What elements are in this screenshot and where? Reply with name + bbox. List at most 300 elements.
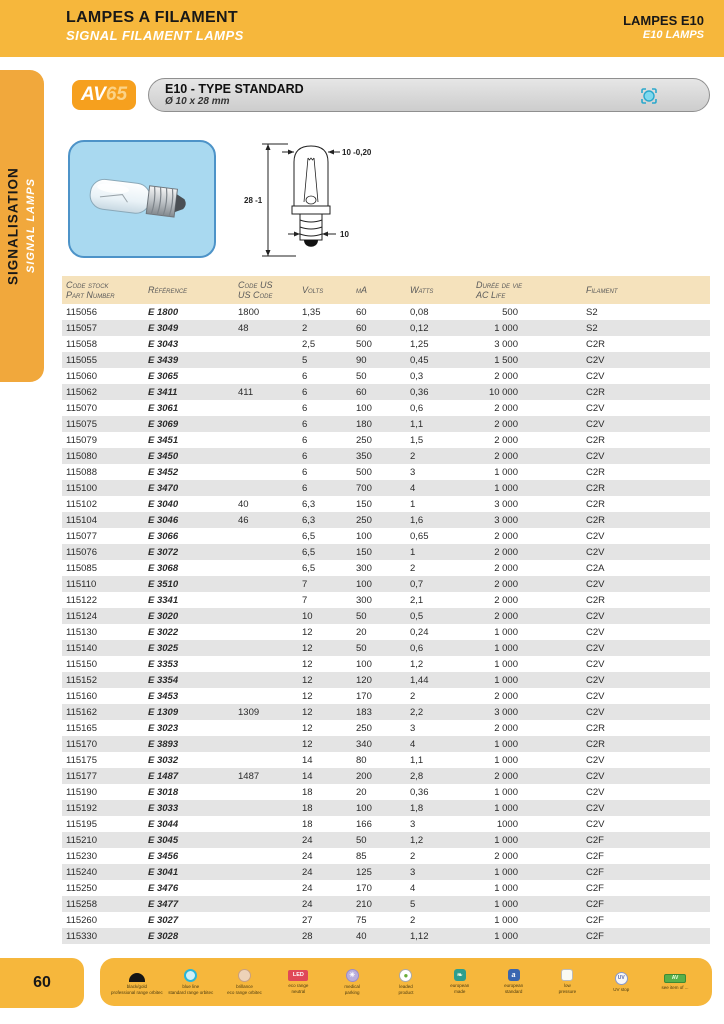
table-row xyxy=(62,464,710,480)
us-code-cell xyxy=(230,864,290,880)
us-code-cell xyxy=(230,816,290,832)
ma-cell: 350 xyxy=(343,448,391,464)
volts-cell: 27 xyxy=(302,914,313,926)
reference-cell: E 3451 xyxy=(148,434,179,446)
filament-cell: C2R xyxy=(560,384,710,400)
ac-life-cell: 2 000 xyxy=(460,768,560,784)
column-header-2: Référence xyxy=(130,276,230,304)
ma-cell: 250 xyxy=(343,512,391,528)
legend-label: eco range neutral xyxy=(288,982,309,994)
watts-cell: 2,2 xyxy=(391,704,460,720)
volts-cell: 12 xyxy=(290,736,343,752)
us-code-cell xyxy=(230,432,290,448)
ma-cell: 120 xyxy=(343,672,391,688)
volts-cell: 24 xyxy=(302,850,313,862)
volts-cell: 6,5 xyxy=(302,562,316,574)
table-row xyxy=(62,400,710,416)
us-code-cell xyxy=(230,336,290,352)
filament-cell: C2R xyxy=(586,466,606,478)
us-code-cell xyxy=(230,624,290,640)
table-row xyxy=(62,832,710,848)
ac-life-cell: 1 000 xyxy=(494,786,518,798)
ac-life-cell: 10 000 xyxy=(460,384,560,400)
ma-cell: 90 xyxy=(343,352,391,368)
uv-stop-icon: UV xyxy=(615,972,628,985)
volts-cell: 24 xyxy=(290,864,343,880)
us-code-cell xyxy=(230,656,290,672)
reference-cell: E 3061 xyxy=(148,402,179,414)
watts-cell: 2,8 xyxy=(391,768,460,784)
ma-cell: 100 xyxy=(356,530,372,542)
ma-cell: 180 xyxy=(343,416,391,432)
reference-cell: E 3476 xyxy=(148,882,179,894)
volts-cell: 6 xyxy=(302,466,308,478)
legend-item xyxy=(649,974,701,991)
ac-life-cell: 1 000 xyxy=(494,626,518,638)
table-row xyxy=(62,928,710,944)
watts-cell: 0,08 xyxy=(410,306,429,318)
lens-focus-icon xyxy=(641,88,657,104)
volts-cell: 12 xyxy=(290,704,343,720)
volts-cell: 18 xyxy=(290,800,343,816)
part-number-cell: 115077 xyxy=(66,530,97,542)
part-number-cell: 115240 xyxy=(62,864,130,880)
reference-cell: E 3072 xyxy=(130,544,230,560)
us-code-cell: 48 xyxy=(230,320,290,336)
ac-life-cell: 1 000 xyxy=(494,882,518,894)
european-made-icon: ❧ xyxy=(454,969,466,981)
us-code-cell xyxy=(230,912,290,928)
volts-cell: 6 xyxy=(290,416,343,432)
ac-life-cell: 2 000 xyxy=(494,690,518,702)
watts-cell: 1,12 xyxy=(391,928,460,944)
us-code-cell xyxy=(230,752,290,768)
part-number-cell: 115057 xyxy=(62,320,130,336)
section-title: E10 - TYPE STANDARD xyxy=(165,82,304,96)
ac-life-cell: 1 000 xyxy=(460,896,560,912)
column-header-7: Durée de vie AC Life xyxy=(460,276,560,304)
part-number-cell: 115177 xyxy=(62,768,130,784)
filament-cell: C2F xyxy=(560,896,710,912)
ma-cell: 170 xyxy=(356,690,372,702)
ac-life-cell: 1 000 xyxy=(460,928,560,944)
table-row xyxy=(62,688,710,704)
range-blue-line-icon xyxy=(184,969,197,982)
ac-life-cell: 2 000 xyxy=(494,850,518,862)
table-row xyxy=(62,752,710,768)
filament-cell: C2V xyxy=(560,608,710,624)
volts-cell: 5 xyxy=(290,352,343,368)
filament-cell: C2V xyxy=(586,530,605,542)
part-number-cell: 115160 xyxy=(66,690,97,702)
legend-label: black/gold professional range orbitec xyxy=(111,983,163,995)
ac-life-cell: 2 000 xyxy=(494,434,518,446)
volts-cell: 12 xyxy=(290,640,343,656)
filament-cell: C2V xyxy=(560,704,710,720)
table-row xyxy=(62,912,710,928)
us-code-cell xyxy=(230,608,290,624)
us-code-cell xyxy=(230,672,290,688)
legend-label: brillance eco range orbitec xyxy=(227,983,262,995)
reference-cell: E 3044 xyxy=(148,818,179,830)
ma-cell: 20 xyxy=(356,626,367,638)
watts-cell: 4 xyxy=(391,480,460,496)
volts-cell: 24 xyxy=(302,882,313,894)
table-row xyxy=(62,672,710,688)
ma-cell: 300 xyxy=(356,594,372,606)
reference-cell: E 3043 xyxy=(148,338,179,350)
ma-cell: 100 xyxy=(356,402,372,414)
part-number-cell: 115075 xyxy=(62,416,130,432)
table-row xyxy=(62,848,710,864)
dim-diameter-label: 10 -0,20 xyxy=(342,148,372,157)
part-number-cell: 115079 xyxy=(66,434,97,446)
badge-prefix: AV xyxy=(80,84,106,105)
us-code-cell xyxy=(230,576,290,592)
leaded-product-icon: ● xyxy=(399,969,412,982)
filament-cell: C2V xyxy=(560,416,710,432)
us-code-cell xyxy=(230,720,290,736)
watts-cell: 1,5 xyxy=(410,434,424,446)
watts-cell: 1,6 xyxy=(391,512,460,528)
part-number-cell: 115088 xyxy=(66,466,97,478)
range-brillance-icon xyxy=(238,969,251,982)
legend-label: european made xyxy=(450,983,470,994)
us-code-cell: 1800 xyxy=(238,306,260,318)
ma-cell: 340 xyxy=(343,736,391,752)
ma-cell: 166 xyxy=(356,818,372,830)
volts-cell: 6 xyxy=(302,434,308,446)
ac-life-cell: 1 000 xyxy=(494,754,518,766)
us-code-cell: 40 xyxy=(238,498,249,510)
ac-life-cell: 3 000 xyxy=(494,498,518,510)
reference-cell: E 3018 xyxy=(148,786,179,798)
volts-cell: 6,3 xyxy=(302,498,316,510)
ma-cell: 250 xyxy=(356,434,372,446)
filament-cell: C2V xyxy=(560,448,710,464)
ma-cell: 85 xyxy=(356,850,367,862)
watts-cell: 2,1 xyxy=(410,594,424,606)
watts-cell: 0,36 xyxy=(410,786,429,798)
table-row xyxy=(62,320,710,336)
page-subtitle: SIGNAL FILAMENT LAMPS xyxy=(66,28,244,43)
filament-cell: C2V xyxy=(586,818,605,830)
reference-cell: E 3069 xyxy=(130,416,230,432)
watts-cell: 1,25 xyxy=(410,338,429,350)
ma-cell: 50 xyxy=(356,370,367,382)
part-number-cell: 115330 xyxy=(62,928,130,944)
ma-cell: 40 xyxy=(343,928,391,944)
us-code-cell xyxy=(230,448,290,464)
ac-life-cell: 2 000 xyxy=(460,608,560,624)
watts-cell: 2 xyxy=(391,448,460,464)
watts-cell: 4 xyxy=(410,882,416,894)
column-header-6: Watts xyxy=(391,276,460,304)
watts-cell: 0,6 xyxy=(391,640,460,656)
table-row xyxy=(62,560,710,576)
volts-cell: 6,3 xyxy=(290,512,343,528)
ma-cell: 210 xyxy=(343,896,391,912)
column-header-4: Volts xyxy=(290,276,343,304)
part-number-cell: 115104 xyxy=(62,512,130,528)
volts-cell: 6,5 xyxy=(290,544,343,560)
table-row xyxy=(62,896,710,912)
part-number-cell: 115080 xyxy=(62,448,130,464)
watts-cell: 1,1 xyxy=(410,754,424,766)
badge-number: 65 xyxy=(105,84,128,105)
dim-base-label: 10 xyxy=(340,230,349,239)
watts-cell: 0,24 xyxy=(410,626,429,638)
ma-cell: 500 xyxy=(356,338,372,350)
reference-cell: E 3065 xyxy=(148,370,179,382)
us-code-cell: 46 xyxy=(230,512,290,528)
volts-cell: 2,5 xyxy=(302,338,316,350)
ac-life-cell: 2 000 xyxy=(494,594,518,606)
volts-cell: 6 xyxy=(302,402,308,414)
filament-cell: C2V xyxy=(586,690,605,702)
legend-item xyxy=(541,969,593,995)
legend-label: UV stop xyxy=(613,986,630,992)
volts-cell: 12 xyxy=(290,672,343,688)
reference-cell: E 3046 xyxy=(130,512,230,528)
column-header-1: Code stock Part Number xyxy=(62,276,130,304)
ac-life-cell: 1 000 xyxy=(460,672,560,688)
reference-cell: E 3041 xyxy=(130,864,230,880)
volts-cell: 24 xyxy=(290,832,343,848)
filament-cell: S2 xyxy=(586,306,598,318)
ma-cell: 50 xyxy=(343,608,391,624)
legend-item xyxy=(272,970,324,995)
legend-item xyxy=(434,969,486,995)
table-row xyxy=(62,432,710,448)
us-code-cell xyxy=(230,784,290,800)
watts-cell: 0,5 xyxy=(391,608,460,624)
table-row xyxy=(62,384,710,400)
product-photo xyxy=(68,140,216,258)
watts-cell: 2 xyxy=(410,850,416,862)
sidebar-title: SIGNALISATION xyxy=(5,167,21,285)
table-row xyxy=(62,608,710,624)
reference-cell: E 3023 xyxy=(148,722,179,734)
part-number-cell: 115060 xyxy=(66,370,97,382)
led-icon: LED xyxy=(288,970,308,981)
product-code-badge xyxy=(72,80,136,110)
filament-cell: C2V xyxy=(586,370,605,382)
header-band xyxy=(0,0,724,57)
reference-cell: E 3439 xyxy=(130,352,230,368)
part-number-cell: 115170 xyxy=(62,736,130,752)
reference-cell: E 3450 xyxy=(130,448,230,464)
ac-life-cell: 1 000 xyxy=(460,736,560,752)
ac-life-cell: 1 000 xyxy=(460,320,560,336)
filament-cell: C2V xyxy=(586,626,605,638)
part-number-cell: 115102 xyxy=(66,498,97,510)
ac-life-cell: 2 000 xyxy=(494,402,518,414)
ac-life-cell: 1 000 xyxy=(460,640,560,656)
part-number-cell: 115110 xyxy=(62,576,130,592)
part-number-cell: 115150 xyxy=(66,658,97,670)
ac-life-cell: 2 000 xyxy=(494,722,518,734)
volts-cell: 12 xyxy=(302,626,313,638)
legend-item xyxy=(326,969,378,996)
table-row xyxy=(62,336,710,352)
ac-life-cell: 3 000 xyxy=(460,704,560,720)
watts-cell: 5 xyxy=(391,896,460,912)
watts-cell: 0,36 xyxy=(391,384,460,400)
reference-cell: E 3066 xyxy=(148,530,179,542)
reference-cell: E 3477 xyxy=(130,896,230,912)
legend-item xyxy=(165,969,217,996)
reference-cell: E 3025 xyxy=(130,640,230,656)
page-title: LAMPES A FILAMENT xyxy=(66,9,238,26)
filament-cell: C2F xyxy=(586,882,604,894)
table-row xyxy=(62,496,710,512)
part-number-cell: 115130 xyxy=(66,626,97,638)
filament-cell: C2V xyxy=(560,352,710,368)
filament-cell: C2V xyxy=(560,640,710,656)
filament-cell: C2R xyxy=(586,338,606,350)
filament-cell: C2R xyxy=(586,722,606,734)
filament-cell: C2R xyxy=(560,736,710,752)
watts-cell: 0,65 xyxy=(410,530,429,542)
part-number-cell: 115055 xyxy=(62,352,130,368)
filament-cell: C2V xyxy=(586,658,605,670)
volts-cell: 7 xyxy=(290,576,343,592)
part-number-cell: 115058 xyxy=(66,338,97,350)
us-code-cell xyxy=(230,800,290,816)
legend-item xyxy=(488,969,540,995)
filament-cell: C2F xyxy=(586,850,604,862)
ac-life-cell: 1 000 xyxy=(460,800,560,816)
ma-cell: 50 xyxy=(343,832,391,848)
part-number-cell: 115122 xyxy=(66,594,97,606)
filament-cell: C2V xyxy=(560,672,710,688)
volts-cell: 18 xyxy=(302,786,313,798)
reference-cell: E 3510 xyxy=(130,576,230,592)
reference-cell: E 3028 xyxy=(130,928,230,944)
part-number-cell: 115100 xyxy=(62,480,130,496)
ma-cell: 700 xyxy=(343,480,391,496)
table-row xyxy=(62,736,710,752)
watts-cell: 2 xyxy=(410,562,416,574)
part-number-cell: 115140 xyxy=(62,640,130,656)
filament-cell: C2V xyxy=(560,576,710,592)
us-code-cell xyxy=(230,592,290,608)
legend-label: low pressure xyxy=(558,983,577,994)
dim-height-label: 28 -1 xyxy=(244,196,263,205)
watts-cell: 2 xyxy=(410,690,416,702)
volts-cell: 24 xyxy=(290,896,343,912)
us-code-cell xyxy=(230,688,290,704)
part-number-cell: 115124 xyxy=(62,608,130,624)
lamp-spec-table xyxy=(62,276,710,944)
part-number-cell: 115175 xyxy=(66,754,97,766)
page-number: 60 xyxy=(0,958,84,1008)
watts-cell: 4 xyxy=(391,736,460,752)
ma-cell: 60 xyxy=(343,384,391,400)
watts-cell: 0,7 xyxy=(391,576,460,592)
us-code-cell: 411 xyxy=(230,384,290,400)
table-row xyxy=(62,656,710,672)
ma-cell: 500 xyxy=(356,466,372,478)
ma-cell: 125 xyxy=(343,864,391,880)
volts-cell: 12 xyxy=(302,658,313,670)
us-code-cell xyxy=(230,640,290,656)
ac-life-cell: 1000 xyxy=(496,818,518,830)
filament-cell: C2F xyxy=(560,928,710,944)
ac-life-cell: 500 xyxy=(502,306,518,318)
us-code-cell xyxy=(230,464,290,480)
ma-cell: 60 xyxy=(356,306,367,318)
ma-cell: 100 xyxy=(343,800,391,816)
table-row xyxy=(62,512,710,528)
volts-cell: 6 xyxy=(290,448,343,464)
reference-cell: E 3068 xyxy=(148,562,179,574)
table-row xyxy=(62,544,710,560)
volts-cell: 6 xyxy=(290,384,343,400)
lamp-dimension-diagram xyxy=(244,136,384,264)
part-number-cell: 115162 xyxy=(62,704,130,720)
us-code-cell xyxy=(230,528,290,544)
part-number-cell: 115195 xyxy=(66,818,97,830)
table-row xyxy=(62,448,710,464)
table-row xyxy=(62,592,710,608)
us-code-cell xyxy=(230,400,290,416)
part-number-cell: 115070 xyxy=(66,402,97,414)
range-black-gold-icon xyxy=(129,973,145,982)
volts-cell: 2 xyxy=(290,320,343,336)
us-code-cell xyxy=(230,352,290,368)
european-standard-icon: a xyxy=(508,969,520,981)
volts-cell: 14 xyxy=(302,754,313,766)
ma-cell: 20 xyxy=(356,786,367,798)
medical-parking-icon: ✳ xyxy=(346,969,359,982)
part-number-cell: 115165 xyxy=(66,722,97,734)
filament-cell: C2R xyxy=(560,512,710,528)
reference-cell: E 3040 xyxy=(148,498,179,510)
legend-label: leaded product xyxy=(398,983,414,995)
filament-cell: C2F xyxy=(560,864,710,880)
table-row xyxy=(62,640,710,656)
table-row xyxy=(62,880,710,896)
us-code-cell xyxy=(230,416,290,432)
section-header-bar xyxy=(148,78,710,112)
table-row xyxy=(62,352,710,368)
reference-cell: E 3045 xyxy=(130,832,230,848)
ac-life-cell: 3 000 xyxy=(460,512,560,528)
ma-cell: 75 xyxy=(356,914,367,926)
column-header-5: mA xyxy=(343,276,391,304)
part-number-cell: 115152 xyxy=(62,672,130,688)
filament-cell: C2V xyxy=(586,402,605,414)
watts-cell: 1,44 xyxy=(391,672,460,688)
reference-cell: E 3027 xyxy=(148,914,179,926)
volts-cell: 12 xyxy=(302,690,313,702)
filament-cell: C2R xyxy=(586,594,606,606)
us-code-cell xyxy=(230,848,290,864)
filament-cell: C2V xyxy=(560,800,710,816)
reference-cell: E 1309 xyxy=(130,704,230,720)
legend-bar xyxy=(100,958,712,1006)
watts-cell: 1 xyxy=(391,544,460,560)
filament-cell: C2V xyxy=(586,754,605,766)
table-row xyxy=(62,368,710,384)
ac-life-cell: 1 000 xyxy=(460,480,560,496)
reference-cell: E 3032 xyxy=(148,754,179,766)
part-number-cell: 115192 xyxy=(62,800,130,816)
reference-cell: E 3452 xyxy=(148,466,179,478)
filament-cell: C2F xyxy=(586,914,604,926)
